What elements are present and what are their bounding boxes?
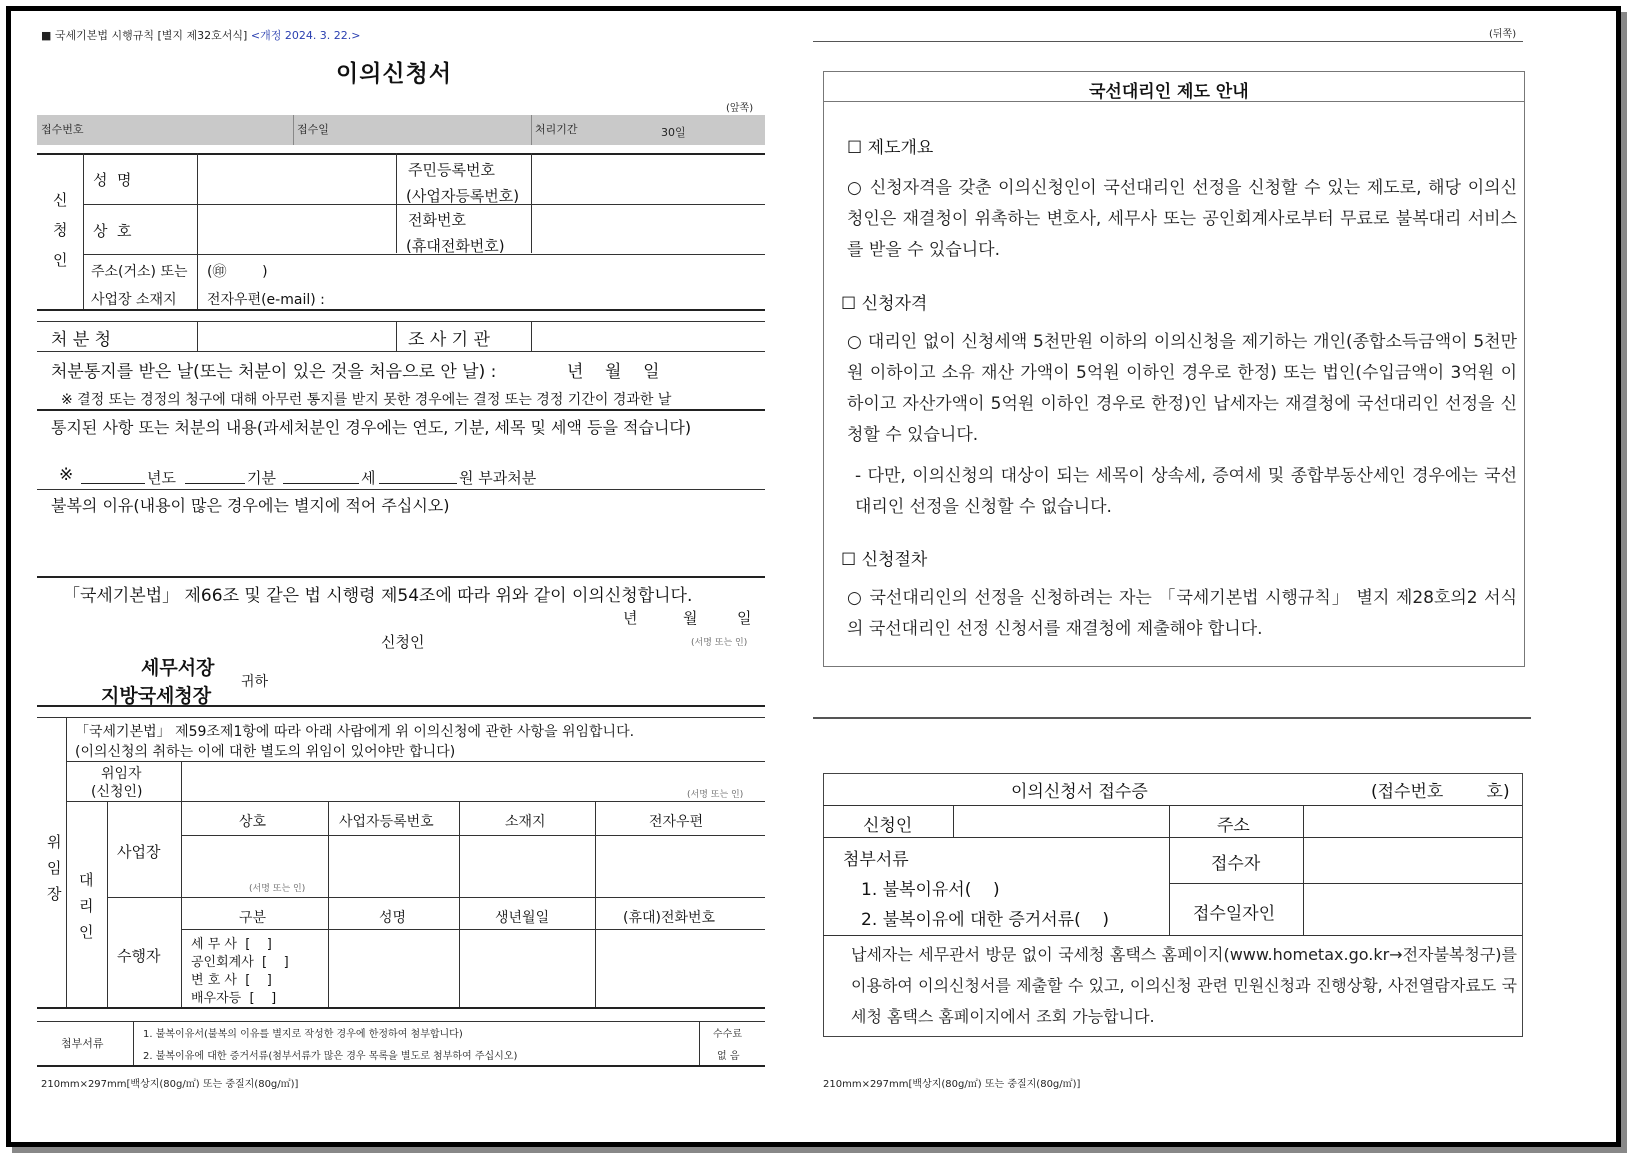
divider xyxy=(595,801,596,897)
divider xyxy=(823,805,1522,806)
receipt-title: 이의신청서 접수증 xyxy=(1011,782,1148,802)
divider xyxy=(37,1021,765,1022)
document-frame xyxy=(6,6,1621,1147)
biz-header-reg-no: 사업자등록번호 xyxy=(339,814,434,830)
divider xyxy=(813,717,1531,719)
divider xyxy=(293,115,294,145)
receipt-applicant-field[interactable] xyxy=(955,807,1167,835)
addressee-tax-office: 세무서장 xyxy=(141,657,215,679)
biz-location-field[interactable] xyxy=(461,837,593,895)
processing-period-label: 처리기간 xyxy=(535,123,578,136)
section-eligibility-note: - 다만, 이의신청의 대상이 되는 세목이 상속세, 증여세 및 종합부동산세인 경우에는 국선대리인 선정을 신청할 수 없습니다. xyxy=(855,466,1517,517)
divider xyxy=(595,897,596,1007)
receipt-receiver-label: 접수자 xyxy=(1211,854,1261,874)
divider xyxy=(1169,805,1170,935)
trade-name-field[interactable] xyxy=(199,206,394,252)
tax-period-label: 기분 xyxy=(247,469,276,487)
investigator-field[interactable] xyxy=(533,323,763,350)
back-side-note: (뒤쪽) xyxy=(1489,29,1517,40)
attachments-label: 첨부서류 xyxy=(61,1037,104,1050)
divider xyxy=(813,41,1523,42)
divider xyxy=(823,935,1522,936)
form-reference: ■ 국세기본법 시행규칙 [별지 제32호서식] xyxy=(41,29,248,42)
rrn-label: 주민등록번호 xyxy=(408,161,495,179)
performer-label: 수행자 xyxy=(117,947,161,965)
divider xyxy=(1169,883,1522,884)
tax-amount-label: 원 부과처분 xyxy=(459,469,537,487)
form-header-line xyxy=(41,27,361,43)
paper-size-left: 210mm×297mm[백상지(80g/㎡) 또는 중질지(80g/㎡)] xyxy=(41,1079,299,1090)
delegation-side-char: 임 xyxy=(47,859,62,877)
phone-label: 전화번호 xyxy=(408,211,466,229)
biz-sign-note[interactable]: (서명 또는 인) xyxy=(249,884,306,894)
reception-bar xyxy=(37,115,765,145)
agent-side-char: 대 xyxy=(79,871,94,889)
form-title: 이의신청서 xyxy=(336,61,453,87)
delegator-label: 위임자 xyxy=(101,766,142,782)
delegation-note: (이의신청의 취하는 이에 대한 별도의 위임이 있어야만 합니다) xyxy=(75,744,456,760)
perf-name-field[interactable] xyxy=(330,931,457,1005)
attachment-item-2: 2. 불복이유에 대한 증거서류(첨부서류가 많은 경우 목록을 별도로 첨부하여 주십시오) xyxy=(143,1051,518,1062)
email-label: 전자우편(e-mail) : xyxy=(207,292,325,308)
divider xyxy=(107,801,108,1007)
paper-size-right: 210mm×297mm[백상지(80g/㎡) 또는 중질지(80g/㎡)] xyxy=(823,1079,1081,1090)
name-field[interactable] xyxy=(199,155,394,202)
front-side-note: (앞쪽) xyxy=(726,103,754,114)
phone-field[interactable] xyxy=(533,206,763,252)
divider xyxy=(181,835,765,836)
section-eligibility-body: ○ 대리인 없이 신청세액 5천만원 이하의 이의신청을 제기하는 개인(종합소득금액이 5천만원 이하이고 소유 재산 가액이 5억원 이하인 경우로 한정) 또는 법인(수입금액이 3억원 이하이고 자산가액이 5억원 이하인 경우로 한정)인 납세자는 재결청에 국선대리인 선정을 신청할 수 있습니다. xyxy=(847,332,1517,445)
divider xyxy=(531,321,532,351)
applicant-sign-note[interactable]: (서명 또는 인) xyxy=(691,638,748,648)
trade-name-label: 상 호 xyxy=(93,222,132,240)
section-overview-title: ☐ 제도개요 xyxy=(847,138,934,158)
delegator-sign-note[interactable]: (서명 또는 인) xyxy=(687,790,744,800)
section-procedure-body: ○ 국선대리인의 선정을 신청하려는 자는 「국세기본법 시행규칙」 별지 제28호의2 서식의 국선대리인 선정 신청서를 재결청에 제출해야 합니다. xyxy=(847,588,1517,639)
receipt-date-stamp-label: 접수일자인 xyxy=(1193,904,1276,924)
delegation-side-char: 장 xyxy=(47,885,62,903)
perf-header-phone: (휴대)전화번호 xyxy=(623,910,716,926)
divider xyxy=(37,489,765,490)
delegation-side-char: 위 xyxy=(47,833,62,851)
receipt-date-stamp-field[interactable] xyxy=(1305,885,1519,933)
divider xyxy=(197,321,198,351)
receipt-address-label: 주소 xyxy=(1217,816,1250,836)
biz-header-email: 전자우편 xyxy=(649,814,704,830)
address-label: 주소(거소) 또는 xyxy=(91,264,188,280)
divider xyxy=(37,576,765,578)
perf-header-birth: 생년월일 xyxy=(495,910,550,926)
receipt-hometax-notice: 납세자는 세무관서 방문 없이 국세청 홈택스 홈페이지(www.hometax.go.kr→전자불복청구)를 이용하여 이의신청서를 제출할 수 있고, 이의신청 관련 민원신청과 진행상황, 사전열람자료도 국세청 홈택스 홈페이지에서 조회 가능합니다. xyxy=(851,945,1517,1026)
notice-note: ※ 결정 또는 경정의 청구에 대해 아무런 통지를 받지 못한 경우에는 결정 또는 경정 기간이 경과한 날 xyxy=(61,392,672,408)
divider xyxy=(396,153,397,253)
receipt-receiver-field[interactable] xyxy=(1305,839,1519,883)
rrn-field[interactable] xyxy=(533,155,763,202)
divider xyxy=(37,717,765,718)
divider xyxy=(37,309,765,311)
date-month: 월 xyxy=(683,609,698,627)
fee-value: 없 음 xyxy=(717,1051,740,1062)
notified-content-label: 통지된 사항 또는 처분의 내용(과세처분인 경우에는 연도, 기분, 세목 및 세액 등을 적습니다) xyxy=(51,418,692,437)
divider xyxy=(181,929,765,930)
addressee-regional-office: 지방국세청장 xyxy=(101,685,212,707)
divider xyxy=(396,321,397,351)
divider xyxy=(531,153,532,253)
application-statement: 「국세기본법」 제66조 및 같은 법 시행령 제54조에 따라 위와 같이 이의신청합니다. xyxy=(63,586,693,606)
section-eligibility-title: ☐ 신청자격 xyxy=(841,294,928,314)
section-procedure-title: ☐ 신청절차 xyxy=(841,550,928,570)
divider xyxy=(328,801,329,897)
divider xyxy=(37,409,765,411)
applicant-side-char: 청 xyxy=(53,221,68,239)
divider xyxy=(37,1065,765,1067)
tax-year-label: 년도 xyxy=(147,469,176,487)
applicant-sign-label: 신청인 xyxy=(381,633,425,651)
delegation-statement: 「국세기본법」 제59조제1항에 따라 아래 사람에게 위 이의신청에 관한 사항을 위임합니다. xyxy=(75,724,635,740)
receipt-applicant-label: 신청인 xyxy=(863,816,913,836)
divider xyxy=(181,761,182,1007)
date-year: 년 xyxy=(623,609,638,627)
receipt-number: (접수번호 호) xyxy=(1371,782,1510,802)
revision-date: <개정 2024. 3. 22.> xyxy=(250,29,361,42)
divider xyxy=(953,805,954,837)
divider xyxy=(66,761,765,762)
processing-period-value: 30일 xyxy=(661,126,686,139)
tax-year-blank[interactable] xyxy=(81,483,145,484)
business-reg-label: (사업자등록번호) xyxy=(406,187,520,205)
receipt-address-field[interactable] xyxy=(1305,807,1519,835)
perf-header-category: 구분 xyxy=(239,910,267,926)
reason-field[interactable] xyxy=(39,517,763,573)
tax-line-prefix: ※ xyxy=(59,465,74,485)
biz-email-field[interactable] xyxy=(597,837,763,895)
biz-header-location: 소재지 xyxy=(505,814,546,830)
agent-side-char: 인 xyxy=(79,923,94,941)
divider xyxy=(37,1007,765,1009)
divider xyxy=(37,705,765,707)
divider xyxy=(1303,805,1304,935)
addressee-suffix: 귀하 xyxy=(241,674,269,690)
biz-trade-field[interactable] xyxy=(183,837,326,877)
notice-date-label: 처분통지를 받은 날(또는 처분이 있은 것을 처음으로 안 날) : xyxy=(51,362,497,382)
business-label: 사업장 xyxy=(117,843,161,861)
category-tax-accountant[interactable]: 세 무 사 [ ] xyxy=(191,937,272,952)
reason-label: 불복의 이유(내용이 많은 경우에는 별지에 적어 주십시오) xyxy=(51,496,450,515)
name-label: 성 명 xyxy=(93,171,132,189)
disposer-field[interactable] xyxy=(199,323,394,350)
biz-reg-no-field[interactable] xyxy=(330,837,457,895)
perf-phone-field[interactable] xyxy=(597,931,763,1005)
receipt-attach-label: 첨부서류 xyxy=(843,850,909,870)
mobile-label: (휴대전화번호) xyxy=(406,237,505,255)
divider xyxy=(328,897,329,1007)
receipt-attach-1[interactable]: 1. 불복이유서( ) xyxy=(861,880,1000,900)
perf-birth-field[interactable] xyxy=(461,931,593,1005)
divider xyxy=(107,897,765,898)
divider xyxy=(823,837,1522,838)
applicant-side-char: 신 xyxy=(53,191,68,209)
divider xyxy=(83,153,84,309)
business-location-label: 사업장 소재지 xyxy=(91,292,177,308)
divider xyxy=(459,801,460,897)
category-lawyer[interactable]: 변 호 사 [ ] xyxy=(191,973,272,988)
tax-item-blank[interactable] xyxy=(283,483,359,484)
category-cpa[interactable]: 공인회계사 [ ] xyxy=(191,955,289,970)
date-day: 일 xyxy=(737,609,752,627)
section-overview-body: ○ 신청자격을 갖춘 이의신청인이 국선대리인 선정을 신청할 수 있는 제도로, 해당 이의신청인은 재결청이 위촉하는 변호사, 세무사 또는 공인회계사로부터 무료로 불복대리 서비스를 받을 수 있습니다. xyxy=(847,178,1517,260)
divider xyxy=(66,801,765,802)
investigator-label: 조 사 기 관 xyxy=(408,330,490,350)
divider xyxy=(531,115,532,145)
tax-period-blank[interactable] xyxy=(185,483,245,484)
perf-header-name: 성명 xyxy=(379,910,407,926)
divider xyxy=(37,321,765,322)
fee-label: 수수료 xyxy=(713,1029,742,1040)
biz-header-trade: 상호 xyxy=(239,814,267,830)
tax-amount-blank[interactable] xyxy=(379,483,457,484)
delegator-sub-label: (신청인) xyxy=(91,784,143,800)
divider xyxy=(699,1021,700,1065)
divider xyxy=(459,897,460,1007)
tax-item-label: 세 xyxy=(361,469,376,487)
notice-date-value[interactable]: 년 월 일 xyxy=(567,362,660,382)
receipt-attach-2[interactable]: 2. 불복이유에 대한 증거서류( ) xyxy=(861,910,1109,930)
category-spouse[interactable]: 배우자등 [ ] xyxy=(191,991,277,1006)
divider xyxy=(37,351,765,352)
address-field[interactable]: (㊞ ) xyxy=(207,264,268,280)
divider xyxy=(133,1021,134,1065)
reception-number-label: 접수번호 xyxy=(41,123,84,136)
divider xyxy=(197,153,198,309)
applicant-side-char: 인 xyxy=(53,251,68,269)
agent-side-char: 리 xyxy=(79,897,94,915)
reception-date-label: 접수일 xyxy=(297,123,329,136)
disposer-label: 처 분 청 xyxy=(51,330,112,350)
attachment-item-1: 1. 불복이유서(불복의 이유를 별지로 작성한 경우에 한정하여 첨부합니다) xyxy=(143,1029,463,1040)
guide-title: 국선대리인 제도 안내 xyxy=(1089,82,1249,102)
